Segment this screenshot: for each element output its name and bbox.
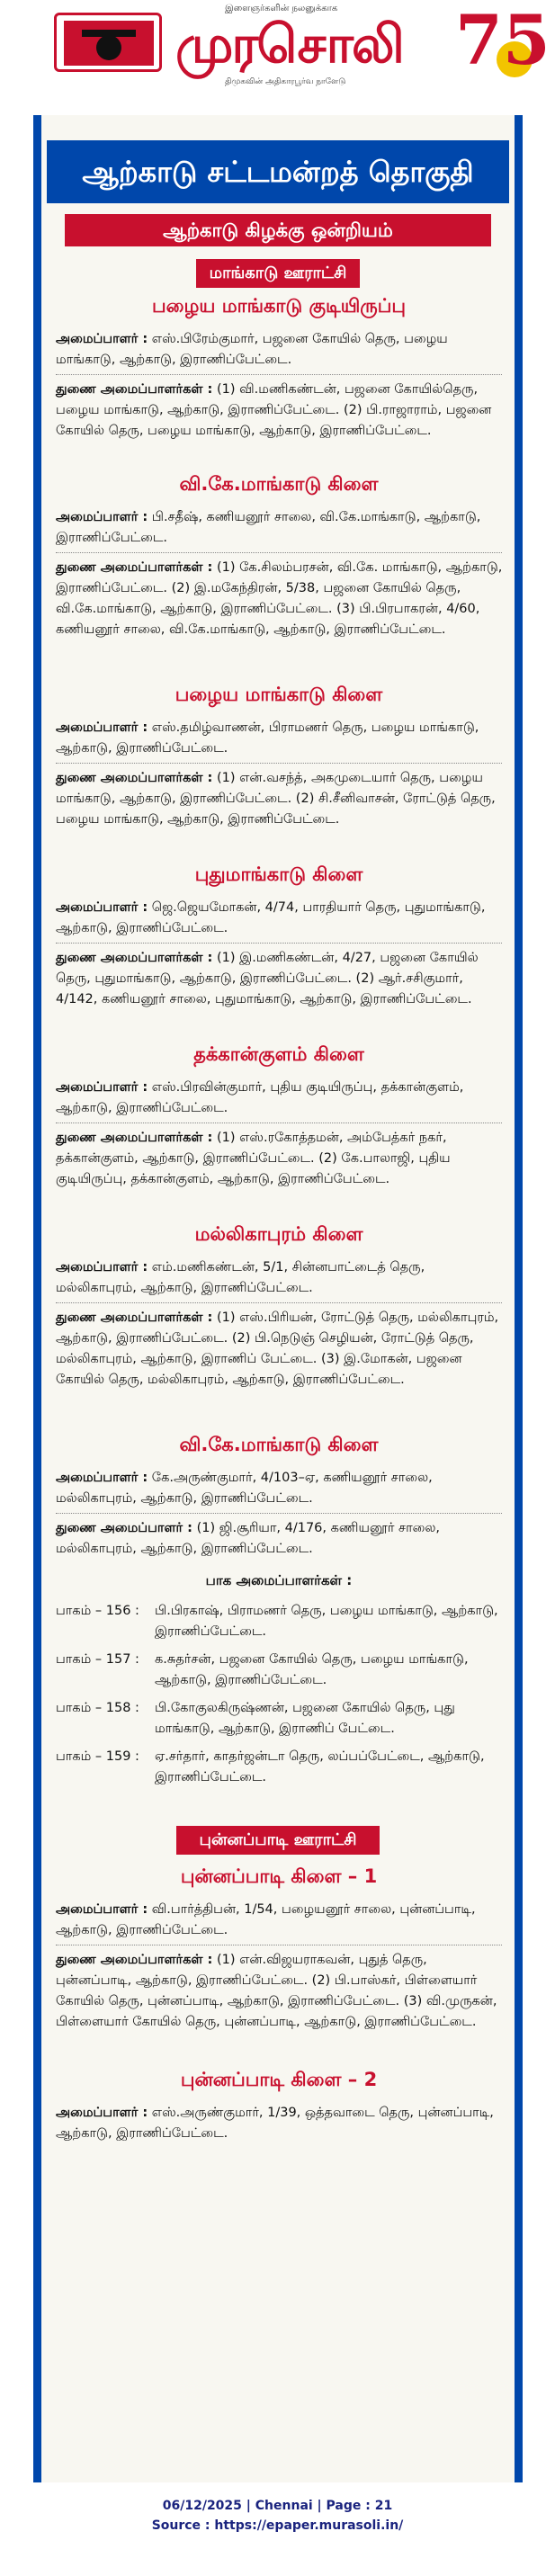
deputy-entry <box>56 558 504 640</box>
branch-heading: பழைய மாங்காடு கிளை <box>175 684 383 705</box>
branch-heading: தக்கான்குளம் கிளை <box>193 1043 364 1065</box>
deputy-entry <box>56 1128 504 1190</box>
organizer-text: எஸ்.அருண்குமார், 1/39, ஒத்தவாடை தெரு, புன்னப்பாடி, ஆற்காடு, இராணிப்பேட்டை. <box>56 2106 494 2141</box>
organizer-label: அமைப்பாளர் : <box>56 1902 148 1917</box>
organizer-text: எஸ்.பிரவின்குமார், புதிய குடியிருப்பு, தக்கான்குளம், ஆற்காடு, இராணிப்பேட்டை. <box>56 1080 464 1115</box>
deputy-entry <box>56 948 504 1010</box>
deputy-entry <box>56 380 504 442</box>
organizer-label: அமைப்பாளர் : <box>56 900 148 915</box>
deputy-label: துணை அமைப்பாளர்கள் : <box>56 1953 213 1967</box>
brand-name: முரசொலி <box>175 13 403 75</box>
anniversary-logo <box>450 0 551 83</box>
deputy-entry <box>56 1308 504 1391</box>
part-label: பாகம் – 157 : <box>56 1652 139 1667</box>
branch-heading: மல்லிகாபுரம் கிளை <box>194 1223 363 1245</box>
deputy-text: (1) எஸ்.ரகோத்தமன், அம்பேத்கர் நகர், தக்கான்குளம், ஆற்காடு, இராணிப்பேட்டை. (2) கே.பாலாஜி, புதிய குடியிருப்பு, தக்கான்குளம், ஆற்காடு, இராணிப்பேட்டை. <box>56 1131 451 1186</box>
deputy-text: (1) என்.விஜயராகவன், புதுத் தெரு, புன்னப்பாடி, ஆற்காடு, இராணிப்பேட்டை. (2) பி.பாஸ்கர், பிள்ளையார் கோயில் தெரு, புன்னப்பாடி, ஆற்காடு, இராணிப்பேட்டை. (3) வி.முருகன், பிள்ளையார் கோயில் தெரு, புன்னப்பாடி, ஆற்காடு, இராணிப்பேட்டை. <box>56 1953 497 2029</box>
deputy-text: (1) வி.மணிகண்டன், பஜனை கோயில்தெரு, பழைய மாங்காடு, ஆற்காடு, இராணிப்பேட்டை. (2) பி.ராஜாராம், பஜனை கோயில் தெரு, பழைய மாங்காடு, ஆற்காடு, இராணிப்பேட்டை. <box>56 382 492 438</box>
deputy-entry <box>56 1950 504 2033</box>
branch-heading: புதுமாங்காடு கிளை <box>194 863 363 885</box>
organizer-text: ஜெ.ஜெயமோகன், 4/74, பாரதியார் தெரு, புதுமாங்காடு, ஆற்காடு, இராணிப்பேட்டை. <box>56 900 486 935</box>
branch-heading: பழைய மாங்காடு குடியிருப்பு <box>152 295 406 317</box>
deputy-label: துணை அமைப்பாளர்கள் : <box>56 1310 213 1325</box>
footer-source[interactable]: Source : https://epaper.murasoli.in/ <box>151 2518 404 2533</box>
organizer-label: அமைப்பாளர் : <box>56 720 148 735</box>
organizer-entry <box>56 329 504 371</box>
footer-date-page: 06/12/2025 | Chennai | Page : 21 <box>162 2499 393 2513</box>
constituency-title: ஆற்காடு சட்டமன்றத் தொகுதி <box>47 140 509 203</box>
panchayat-heading: புன்னப்பாடி ஊராட்சி <box>176 1826 380 1855</box>
divider <box>56 943 502 944</box>
parts-heading: பாக அமைப்பாளர்கள் : <box>205 1572 353 1588</box>
organizer-entry <box>56 718 504 759</box>
deputy-label: துணை அமைப்பாளர்கள் : <box>56 951 213 965</box>
organizer-text: எம்.மணிகண்டன், 5/1, சின்னபாட்டைத் தெரு, மல்லிகாபுரம், ஆற்காடு, இராணிப்பேட்டை. <box>56 1260 425 1295</box>
organizer-entry <box>56 1078 504 1119</box>
organizer-text: எஸ்.பிரேம்குமார், பஜனை கோயில் தெரு, பழைய மாங்காடு, ஆற்காடு, இராணிப்பேட்டை. <box>56 332 448 367</box>
organizer-label: அமைப்பாளர் : <box>56 1260 148 1275</box>
divider <box>56 1302 502 1303</box>
branch-heading: வி.கே.மாங்காடு கிளை <box>179 473 379 495</box>
anniversary-number: 75 <box>455 0 551 80</box>
divider <box>56 374 502 375</box>
deputy-text: (1) ஜி.சூரியா, 4/176, கணியனூர் சாலை, மல்லிகாபுரம், ஆற்காடு, இராணிப்பேட்டை. <box>56 1521 441 1556</box>
part-label: பாகம் – 159 : <box>56 1749 139 1764</box>
branch-heading: புன்னப்பாடி கிளை – 2 <box>180 2069 378 2090</box>
divider <box>56 1513 502 1514</box>
part-text: ஏ.சர்தார், காதர்ஜன்டா தெரு, லப்பப்பேட்டை, ஆற்காடு, இராணிப்பேட்டை. <box>155 1749 485 1784</box>
part-text: பி.கோகுலகிருஷ்ணன், பஜனை கோயில் தெரு, புது மாங்காடு, ஆற்காடு, இராணிப் பேட்டை. <box>155 1701 455 1736</box>
page-footer <box>0 2496 555 2536</box>
union-heading: ஆற்காடு கிழக்கு ஒன்றியம் <box>65 214 491 246</box>
panel-right-border <box>515 115 523 2482</box>
deputy-label: துணை அமைப்பாளர்கள் : <box>56 560 213 575</box>
deputy-text: (1) இ.மணிகண்டன், 4/27, பஜனை கோயில் தெரு, புதுமாங்காடு, ஆற்காடு, இராணிப்பேட்டை. (2) ஆர்.சசிகுமார், 4/142, கணியனூர் சாலை, புதுமாங்காடு, ஆற்காடு, இராணிப்பேட்டை. <box>56 951 479 1006</box>
organizer-label: அமைப்பாளர் : <box>56 1080 148 1095</box>
deputy-entry <box>56 768 504 830</box>
deputy-label: துணை அமைப்பாளர் : <box>56 1521 192 1535</box>
organizer-label: அமைப்பாளர் : <box>56 510 148 524</box>
part-text: க.சுதர்சன், பஜனை கோயில் தெரு, பழைய மாங்காடு, ஆற்காடு, இராணிப்பேட்டை. <box>155 1652 469 1687</box>
organizer-entry <box>56 898 504 939</box>
deputy-label: துணை அமைப்பாளர்கள் : <box>56 771 213 785</box>
part-entry <box>56 1747 504 1788</box>
organizer-text: எஸ்.தமிழ்வாணன், பிராமணர் தெரு, பழைய மாங்காடு, ஆற்காடு, இராணிப்பேட்டை. <box>56 720 479 756</box>
organizer-entry <box>56 1257 504 1299</box>
organizer-label: அமைப்பாளர் : <box>56 2106 148 2120</box>
part-label: பாகம் – 158 : <box>56 1701 139 1715</box>
deputy-label: துணை அமைப்பாளர்கள் : <box>56 1131 213 1145</box>
deputy-entry <box>56 1518 504 1560</box>
deputy-text: (1) கே.சிலம்பரசன், வி.கே. மாங்காடு, ஆற்காடு, இராணிப்பேட்டை. (2) இ.மகேந்திரன், 5/38, பஜனை கோயில் தெரு, வி.கே.மாங்காடு, ஆற்காடு, இராணிப்பேட்டை. (3) பி.பிரபாகரன், 4/60, கணியனூர் சாலை, வி.கே.மாங்காடு, ஆற்காடு, இராணிப்பேட்டை. <box>56 560 503 637</box>
divider <box>56 552 502 553</box>
party-emblem-icon <box>54 13 162 72</box>
organizer-text: கே.அருண்குமார், 4/103–ஏ, கணியனூர் சாலை, மல்லிகாபுரம், ஆற்காடு, இராணிப்பேட்டை. <box>56 1471 433 1506</box>
organizer-text: வி.பார்த்திபன், 1/54, பழையனூர் சாலை, புன்னப்பாடி, ஆற்காடு, இராணிப்பேட்டை. <box>56 1902 476 1937</box>
organizer-text: பி.சதீஷ், கணியனூர் சாலை, வி.கே.மாங்காடு, ஆற்காடு, இராணிப்பேட்டை. <box>56 510 481 545</box>
branch-heading: வி.கே.மாங்காடு கிளை <box>179 1434 379 1455</box>
organizer-label: அமைப்பாளர் : <box>56 1471 148 1485</box>
part-label: பாகம் – 156 : <box>56 1604 139 1618</box>
part-entry <box>56 1601 504 1642</box>
deputy-text: (1) என்.வசந்த், அகமுடையார் தெரு, பழைய மாங்காடு, ஆற்காடு, இராணிப்பேட்டை. (2) சி.சீனிவாசன், ரோட்டுத் தெரு, பழைய மாங்காடு, ஆற்காடு, இராணிப்பேட்டை. <box>56 771 496 827</box>
part-text: பி.பிரகாஷ், பிராமணர் தெரு, பழைய மாங்காடு, ஆற்காடு, இராணிப்பேட்டை. <box>155 1604 498 1639</box>
deputy-label: துணை அமைப்பாளர்கள் : <box>56 382 213 397</box>
organizer-label: அமைப்பாளர் : <box>56 332 148 346</box>
branch-heading: புன்னப்பாடி கிளை – 1 <box>180 1865 378 1887</box>
masthead-tagline: இளைஞர்களின் நலனுக்காக <box>225 4 338 13</box>
masthead <box>0 0 555 90</box>
part-entry <box>56 1698 504 1740</box>
organizer-entry <box>56 1468 504 1509</box>
organizer-entry <box>56 507 504 549</box>
masthead-subtagline: திமுகவின் அதிகாரபூர்வ நாளேடு <box>225 77 346 86</box>
panchayat-heading: மாங்காடு ஊராட்சி <box>196 259 360 288</box>
part-entry <box>56 1650 504 1691</box>
organizer-entry <box>56 2103 504 2144</box>
organizer-entry <box>56 1900 504 1941</box>
deputy-text: (1) எஸ்.பிரியன், ரோட்டுத் தெரு, மல்லிகாபுரம், ஆற்காடு, இராணிப்பேட்டை. (2) பி.நெடுஞ் செழியன், ரோட்டுத் தெரு, மல்லிகாபுரம், ஆற்காடு, இராணிப் பேட்டை. (3) இ.மோகன், பஜனை கோயில் தெரு, மல்லிகாபுரம், ஆற்காடு, இராணிப்பேட்டை. <box>56 1310 499 1387</box>
divider <box>56 763 502 764</box>
panel-left-border <box>33 115 41 2482</box>
